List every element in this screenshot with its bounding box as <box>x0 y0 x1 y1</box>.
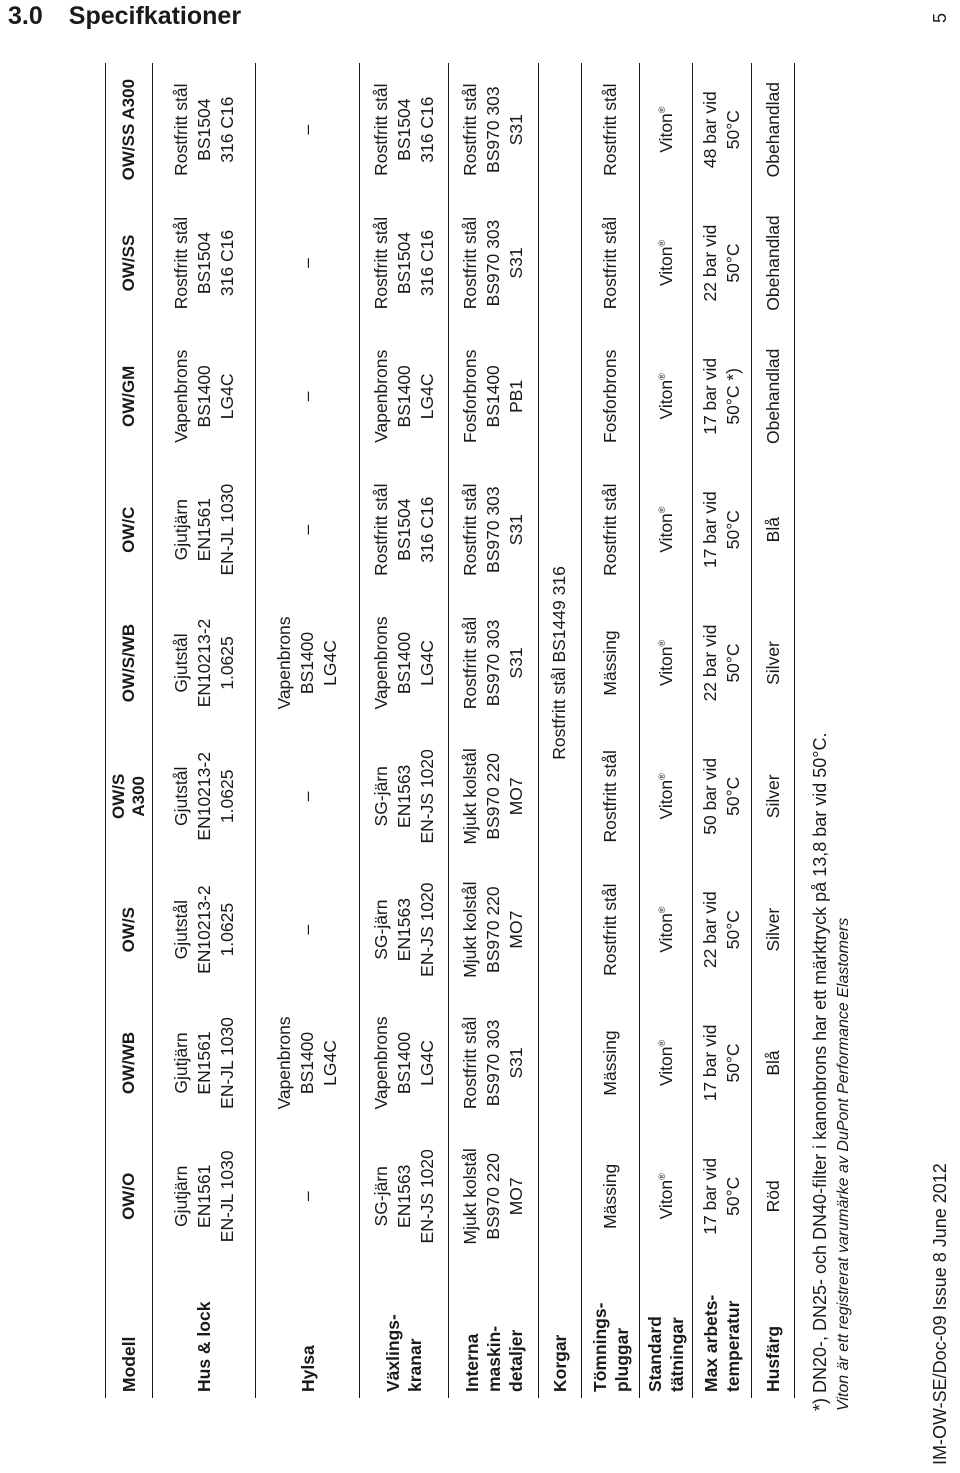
table-cell <box>752 196 795 329</box>
viton-text: Viton <box>655 1179 676 1220</box>
footnote-pressure: *) DN20-, DN25- och DN40-filter i kanonbrons har ett märktryck på 13,8 bar vid 50°C. <box>810 732 830 1411</box>
cell-line: BS970 303 <box>483 1019 504 1107</box>
cell-line: LG4C <box>320 640 341 686</box>
table-cell <box>152 63 256 196</box>
row-label: Husfärg <box>752 1263 795 1398</box>
cell-line: BS970 220 <box>483 1153 504 1240</box>
cell-line: 316 C16 <box>416 96 437 163</box>
row-label: Korgar <box>538 1263 581 1398</box>
registered-mark: ® <box>657 639 668 647</box>
cell-line: Obehandlad <box>762 215 783 311</box>
table-cell <box>752 863 795 996</box>
cell-line: Mjukt kolstål <box>460 881 481 978</box>
cell-line: Rostfritt stål <box>460 483 481 576</box>
cell-line: Rostfritt stål <box>600 216 620 310</box>
cell-line: 316 C16 <box>216 96 237 163</box>
viton-text: Viton <box>655 513 676 553</box>
table-cell <box>360 196 449 329</box>
cell-line: EN-JS 1020 <box>416 882 437 977</box>
cell-line: 17 bar vid <box>700 1157 721 1235</box>
cell-line: Blå <box>762 1050 783 1076</box>
table-cell <box>581 996 640 1129</box>
viton-text: Viton <box>655 113 676 153</box>
cell-line: Gjutstål <box>170 899 191 960</box>
section-number: 3.0 <box>8 2 43 30</box>
table-cell <box>752 596 795 729</box>
cell-line: OW/WB <box>118 1031 138 1095</box>
registered-mark: ® <box>657 506 668 514</box>
viton-text: Viton <box>655 646 676 687</box>
cell-line: 17 bar vid <box>700 1024 721 1102</box>
cell-line: PB1 <box>506 379 527 413</box>
cell-line: Rostfritt stål <box>460 216 481 310</box>
spec-table <box>105 63 795 1398</box>
cell-line: – <box>297 791 318 802</box>
table-cell <box>693 730 752 863</box>
table-cell <box>581 863 640 996</box>
table-cell <box>360 1130 449 1263</box>
cell-line: 50°C <box>723 1176 744 1216</box>
cell-line: LG4C <box>416 373 437 420</box>
cell-line: Rostfritt stål <box>370 83 391 176</box>
cell-line: OW/SS <box>118 234 138 292</box>
cell-line: MO7 <box>506 777 527 816</box>
registered-mark: ® <box>657 1039 668 1047</box>
table-cell <box>152 863 256 996</box>
table-cell <box>752 1130 795 1263</box>
table-cell <box>360 730 449 863</box>
viton-text: Viton <box>655 779 676 820</box>
cell-line: EN-JL 1030 <box>216 1150 237 1243</box>
row-label: Hylsa <box>256 1263 360 1398</box>
table-row <box>360 63 449 1398</box>
table-cell <box>693 996 752 1129</box>
cell-line: 22 bar vid <box>700 891 721 969</box>
table-cell <box>256 1130 360 1263</box>
korgar-value: Rostfritt stål BS1449 316 <box>538 63 581 1263</box>
cell-line: S31 <box>506 647 527 679</box>
table-cell <box>693 596 752 729</box>
cell-line: EN-JL 1030 <box>216 1017 237 1109</box>
cell-line: BS970 303 <box>483 86 504 173</box>
cell-line: Gjutstål <box>170 766 191 826</box>
cell-line: EN1563 <box>393 1164 414 1228</box>
table-cell <box>449 996 538 1129</box>
cell-line: 50°C <box>723 510 744 550</box>
cell-line: BS1504 <box>193 98 214 161</box>
cell-line: EN10213-2 <box>193 752 214 841</box>
table-cell <box>152 196 256 329</box>
registered-mark: ® <box>657 1173 668 1180</box>
cell-line: OW/GM <box>118 365 138 428</box>
cell-line: Fosforbrons <box>460 349 481 444</box>
cell-line: Mjukt kolstål <box>460 748 481 845</box>
cell-line: – <box>297 391 318 402</box>
cell-line: 316 C16 <box>416 496 437 563</box>
cell-line: – <box>297 124 318 135</box>
cell-line: BS970 303 <box>483 486 504 573</box>
viton-text: Viton <box>655 246 676 287</box>
document-id: IM-OW-SE/Doc-09 Issue 8 June 2012 <box>930 1163 950 1465</box>
cell-line: LG4C <box>216 373 237 420</box>
table-cell <box>752 63 795 196</box>
table-cell <box>152 996 256 1129</box>
cell-line: BS1504 <box>393 498 414 561</box>
table-cell <box>640 330 693 463</box>
cell-line: Röd <box>762 1180 783 1213</box>
registered-mark: ® <box>657 373 668 380</box>
table-row <box>256 63 360 1398</box>
cell-line: Obehandlad <box>762 348 783 445</box>
table-row-korgar <box>538 63 581 1398</box>
table-cell <box>152 730 256 863</box>
table-cell <box>640 196 693 329</box>
cell-line: MO7 <box>506 1177 527 1216</box>
cell-line: 50°C <box>723 1043 744 1083</box>
cell-line: Rostfritt stål <box>170 216 191 310</box>
table-cell <box>449 1130 538 1263</box>
cell-line: S31 <box>506 114 527 146</box>
cell-line: 50°C <box>723 643 744 683</box>
model-label: Modell <box>106 1263 153 1398</box>
cell-line: A300 <box>128 776 148 817</box>
table-row <box>640 63 693 1398</box>
model-header <box>106 463 153 596</box>
cell-line: EN-JS 1020 <box>416 1149 437 1244</box>
cell-line: Rostfritt stål <box>460 83 481 176</box>
cell-line: Rostfritt stål <box>600 883 620 976</box>
cell-line: Silver <box>762 907 783 952</box>
viton-text: Viton <box>655 1046 676 1087</box>
cell-line: OW/S <box>108 773 128 819</box>
cell-line: 50°C <box>723 110 744 150</box>
cell-line: 22 bar vid <box>700 224 721 302</box>
cell-line: Rostfritt stål <box>600 750 620 843</box>
cell-line: LG4C <box>416 1040 437 1086</box>
cell-line: Rostfritt stål <box>370 216 391 310</box>
table-cell <box>581 596 640 729</box>
table-row <box>152 63 256 1398</box>
row-label: Hus & lock <box>152 1263 256 1398</box>
table-cell <box>581 730 640 863</box>
table-cell <box>152 596 256 729</box>
cell-line: Vapenbrons <box>274 616 295 710</box>
cell-line: Rostfritt stål <box>460 616 481 710</box>
table-cell <box>152 330 256 463</box>
table-cell <box>640 863 693 996</box>
cell-line: OW/S <box>118 906 138 953</box>
table-cell <box>449 196 538 329</box>
cell-line: Vapenbrons <box>274 1016 295 1110</box>
cell-line: Rostfritt stål <box>600 83 620 176</box>
cell-line: Rostfritt stål <box>170 83 191 176</box>
model-header <box>106 63 153 196</box>
table-cell <box>449 596 538 729</box>
viton-text: Viton <box>655 913 676 953</box>
table-cell <box>449 730 538 863</box>
cell-line: 1.0625 <box>216 902 237 957</box>
cell-line: Vapenbrons <box>370 616 391 710</box>
table-cell <box>640 596 693 729</box>
cell-line: Vapenbrons <box>370 349 391 443</box>
table-cell <box>752 996 795 1129</box>
cell-line: BS1504 <box>393 231 414 295</box>
table-cell <box>640 996 693 1129</box>
cell-line: 50°C *) <box>723 368 744 425</box>
model-header <box>106 730 153 863</box>
cell-line: EN1561 <box>193 1164 214 1228</box>
table-cell <box>693 63 752 196</box>
table-cell <box>256 863 360 996</box>
cell-line: BS970 220 <box>483 753 504 840</box>
cell-line: 316 C16 <box>416 229 437 297</box>
row-label: Interna maskin-detaljer <box>449 1263 538 1398</box>
cell-line: OW/S/WB <box>118 623 138 703</box>
cell-line: Rostfritt stål <box>370 483 391 576</box>
table-cell <box>360 996 449 1129</box>
cell-line: 316 C16 <box>216 229 237 297</box>
cell-line: BS970 220 <box>483 886 504 973</box>
page-number: 5 <box>930 12 950 23</box>
cell-line: Vapenbrons <box>170 349 191 443</box>
cell-line: OW/C <box>118 506 138 553</box>
table-cell <box>360 863 449 996</box>
cell-line: Obehandlad <box>762 81 783 178</box>
cell-line: BS1400 <box>297 1031 318 1095</box>
section-title: Specifkationer <box>68 2 242 30</box>
cell-line: MO7 <box>506 910 527 949</box>
table-cell <box>752 730 795 863</box>
cell-line: EN1561 <box>193 498 214 562</box>
cell-line: S31 <box>506 1047 527 1079</box>
cell-line: 48 bar vid <box>700 91 721 169</box>
cell-line: – <box>297 924 318 935</box>
table-cell <box>449 463 538 596</box>
cell-line: Mässing <box>600 1030 620 1096</box>
cell-line: EN1563 <box>393 764 414 828</box>
viton-text: Viton <box>655 379 676 420</box>
cell-line: 50 bar vid <box>700 757 721 835</box>
cell-line: 22 bar vid <box>700 624 721 702</box>
registered-mark: ® <box>657 906 668 914</box>
model-header <box>106 996 153 1129</box>
table-cell <box>640 463 693 596</box>
table-cell <box>449 63 538 196</box>
table-cell <box>256 463 360 596</box>
table-row <box>581 63 640 1398</box>
table-cell <box>693 196 752 329</box>
registered-mark: ® <box>657 239 668 247</box>
cell-line: 50°C <box>723 243 744 283</box>
registered-mark: ® <box>657 773 668 780</box>
table-cell <box>752 330 795 463</box>
table-row <box>752 63 795 1398</box>
cell-line: Silver <box>762 774 783 819</box>
cell-line: 1.0625 <box>216 769 237 824</box>
table-cell <box>449 330 538 463</box>
row-label: Tömnings-pluggar <box>581 1263 640 1398</box>
cell-line: 50°C <box>723 910 744 950</box>
cell-line: Rostfritt stål <box>600 483 620 576</box>
table-cell <box>581 330 640 463</box>
table-cell <box>256 730 360 863</box>
table-cell <box>693 1130 752 1263</box>
cell-line: 50°C <box>723 776 744 816</box>
cell-line: Mässing <box>600 630 620 696</box>
table-cell <box>256 330 360 463</box>
cell-line: EN-JS 1020 <box>416 749 437 844</box>
cell-line: 17 bar vid <box>700 491 721 569</box>
cell-line: BS1504 <box>393 98 414 161</box>
table-cell <box>581 196 640 329</box>
table-cell <box>256 996 360 1129</box>
table-cell <box>152 1130 256 1263</box>
cell-line: S31 <box>506 514 527 546</box>
table-cell <box>693 330 752 463</box>
cell-line: Rostfritt stål <box>460 1016 481 1110</box>
cell-line: Gjutjärn <box>170 499 191 561</box>
cell-line: SG-järn <box>370 1166 391 1227</box>
cell-line: BS1504 <box>193 231 214 295</box>
table-cell <box>640 63 693 196</box>
table-cell <box>256 596 360 729</box>
table-cell <box>360 463 449 596</box>
registered-mark: ® <box>657 106 668 114</box>
row-label: Max arbets-temperatur <box>693 1263 752 1398</box>
table-cell <box>581 63 640 196</box>
cell-line: OW/O <box>118 1172 138 1220</box>
table-row <box>693 63 752 1398</box>
cell-line: Silver <box>762 641 783 685</box>
table-row <box>449 63 538 1398</box>
cell-line: BS1400 <box>393 631 414 695</box>
cell-line: Gjutjärn <box>170 1165 191 1227</box>
cell-line: Mässing <box>600 1163 620 1229</box>
cell-line: BS1400 <box>483 365 504 428</box>
cell-line: BS1400 <box>193 365 214 428</box>
cell-line: – <box>297 1191 318 1202</box>
table-cell <box>581 1130 640 1263</box>
row-label: Standard tätningar <box>640 1263 693 1398</box>
cell-line: EN1563 <box>393 898 414 962</box>
table-cell <box>640 730 693 863</box>
cell-line: – <box>297 258 318 268</box>
cell-line: Mjukt kolstål <box>460 1148 481 1245</box>
cell-line: Blå <box>762 517 783 543</box>
cell-line: SG-järn <box>370 899 391 960</box>
cell-line: – <box>297 524 318 535</box>
cell-line: Fosforbrons <box>600 349 620 444</box>
cell-line: EN10213-2 <box>193 618 214 708</box>
cell-line: BS970 303 <box>483 619 504 707</box>
table-cell <box>256 63 360 196</box>
cell-line: 1.0625 <box>216 636 237 690</box>
cell-line: BS1400 <box>393 1031 414 1095</box>
cell-line: EN10213-2 <box>193 885 214 974</box>
cell-line: LG4C <box>320 1040 341 1086</box>
table-cell <box>360 63 449 196</box>
table-cell <box>640 1130 693 1263</box>
row-label: Växlings-kranar <box>360 1263 449 1398</box>
cell-line: Gjutjärn <box>170 1032 191 1094</box>
model-header <box>106 196 153 329</box>
table-cell <box>752 463 795 596</box>
cell-line: BS970 303 <box>483 219 504 307</box>
table-cell <box>256 196 360 329</box>
cell-line: EN1561 <box>193 1031 214 1095</box>
cell-line: LG4C <box>416 640 437 686</box>
table-cell <box>360 330 449 463</box>
model-header <box>106 596 153 729</box>
cell-line: BS1400 <box>297 631 318 695</box>
cell-line: BS1400 <box>393 365 414 428</box>
cell-line: Vapenbrons <box>370 1016 391 1110</box>
table-cell <box>581 463 640 596</box>
table-header-row <box>106 63 153 1398</box>
footnote-viton: Viton är ett registrerat varumärke av DuPont Performance Elastomers <box>835 917 852 1411</box>
cell-line: SG-järn <box>370 766 391 827</box>
model-header <box>106 1130 153 1263</box>
cell-line: 17 bar vid <box>700 357 721 435</box>
cell-line: EN-JL 1030 <box>216 483 237 576</box>
model-header <box>106 330 153 463</box>
table-cell <box>449 863 538 996</box>
table-cell <box>152 463 256 596</box>
model-header <box>106 863 153 996</box>
table-cell <box>693 463 752 596</box>
table-cell <box>693 863 752 996</box>
cell-line: OW/SS A300 <box>118 78 138 181</box>
cell-line: Gjutstål <box>170 633 191 693</box>
table-cell <box>360 596 449 729</box>
cell-line: S31 <box>506 247 527 279</box>
